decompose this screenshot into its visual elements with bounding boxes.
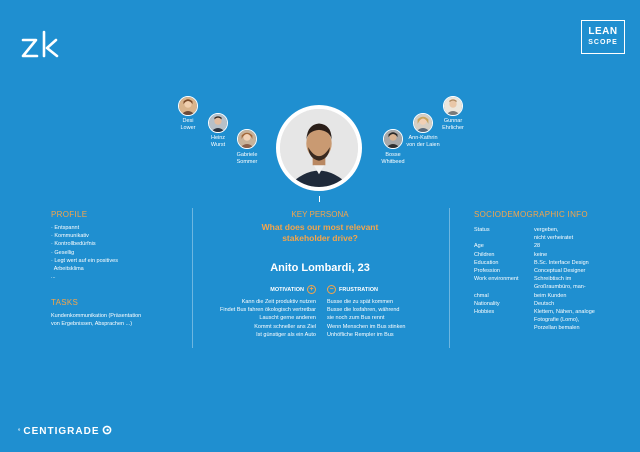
frustration-item: sie noch zum Bus rennt bbox=[327, 315, 385, 322]
frustration-heading bbox=[327, 285, 417, 294]
socio-row bbox=[474, 267, 614, 275]
key-persona-question bbox=[220, 222, 420, 244]
tasks-text-line: von Ergebnissen, Absprachen ...) bbox=[51, 321, 133, 328]
stakeholder-name-desi-text: Desi Lower bbox=[180, 118, 196, 131]
socio-heading: SOCIODEMOGRAPHIC INFO bbox=[474, 210, 588, 219]
motivation-heading bbox=[240, 285, 316, 294]
socio-table bbox=[474, 226, 614, 333]
socio-key: Hobbies bbox=[474, 309, 495, 316]
centigrade-logo-text: CENTIGRADE bbox=[23, 426, 100, 437]
socio-key: Nationality bbox=[474, 300, 500, 307]
stakeholder-avatar-heinz[interactable] bbox=[208, 113, 228, 133]
socio-value: Conceptual Designer bbox=[534, 268, 586, 275]
stakeholder-name-heinz bbox=[193, 135, 243, 149]
profile-list bbox=[51, 224, 181, 281]
socio-value: Deutsch bbox=[534, 300, 555, 307]
socio-value: Schreibtisch im bbox=[534, 276, 572, 283]
key-persona-question-line: What does our most relevant bbox=[261, 222, 379, 232]
centigrade-swirl-icon bbox=[102, 425, 112, 438]
centigrade-logo bbox=[18, 425, 112, 438]
socio-row bbox=[474, 234, 614, 242]
leanscope-logo-line1: LEAN bbox=[588, 26, 618, 37]
socio-value: Klettern, Nähen, analoge bbox=[534, 309, 595, 316]
socio-row bbox=[474, 251, 614, 259]
socio-value: Porzellan bemalen bbox=[534, 325, 580, 332]
stakeholder-name-bosse-text: Bosse Whitbeed bbox=[381, 152, 405, 165]
socio-row bbox=[474, 324, 614, 332]
stakeholder-name-desi bbox=[163, 118, 213, 132]
stakeholder-name-heinz-text: Heinz Wurst bbox=[210, 135, 226, 148]
minus-icon: − bbox=[327, 285, 336, 294]
stakeholder-name-gabriele bbox=[222, 152, 272, 166]
frustration-heading-text: FRUSTRATION bbox=[339, 286, 379, 293]
persona-connector-line bbox=[319, 196, 320, 202]
motivation-list bbox=[196, 298, 316, 339]
socio-row bbox=[474, 308, 614, 316]
frustration-item: Unhöfliche Rempler im Bus bbox=[327, 331, 394, 338]
socio-key bbox=[474, 283, 534, 291]
motivation-item: Kann die Zeit produktiv nutzen bbox=[241, 299, 316, 305]
socio-row bbox=[474, 259, 614, 267]
profile-heading: PROFILE bbox=[51, 210, 88, 219]
stakeholder-name-gunnar bbox=[428, 118, 478, 132]
zk-logo bbox=[20, 30, 70, 62]
socio-key: Education bbox=[474, 259, 499, 266]
stakeholder-name-gabriele-text: Gabriele Sommer bbox=[236, 152, 258, 165]
stakeholder-avatar-desi[interactable] bbox=[178, 96, 198, 116]
socio-row bbox=[474, 275, 614, 283]
socio-key: Status bbox=[474, 227, 490, 233]
socio-value: Großraumbüro, man- bbox=[534, 284, 586, 291]
profile-item: · Entspannt bbox=[51, 225, 80, 231]
socio-value: Fotografie (Lomo), bbox=[534, 317, 580, 324]
profile-item: · Legt wert auf ein positives bbox=[51, 257, 118, 264]
frustration-item: Busse die zu spät kommen bbox=[327, 299, 394, 305]
plus-icon: + bbox=[307, 285, 316, 294]
profile-item: Arbeitsklima bbox=[51, 266, 84, 273]
stakeholder-name-ann-kathrin bbox=[398, 135, 448, 149]
frustration-item: Wenn Menschen im Bus stinken bbox=[327, 323, 406, 330]
socio-value: 28 bbox=[534, 243, 541, 250]
motivation-item: Findet Bus fahren ökologisch vertretbar bbox=[220, 307, 316, 314]
profile-item: · Gesellig bbox=[51, 249, 75, 256]
tasks-heading: TASKS bbox=[51, 298, 79, 307]
socio-row bbox=[474, 226, 614, 234]
motivation-item: Kommt schneller ans Ziel bbox=[254, 323, 316, 330]
motivation-item: Ist günstiger als ein Auto bbox=[256, 331, 316, 338]
centigrade-dot-icon: ° bbox=[18, 428, 22, 435]
frustration-list bbox=[327, 298, 447, 339]
stakeholder-avatar-gunnar[interactable] bbox=[443, 96, 463, 116]
stakeholder-name-ann-kathrin-text: Ann-Kathrin von der Laien bbox=[406, 135, 440, 148]
socio-key bbox=[474, 324, 534, 332]
motivation-item: Lauscht gerne anderen bbox=[259, 315, 316, 322]
socio-value: keine bbox=[534, 251, 548, 258]
profile-item: · Kontrollbedürfnis bbox=[51, 241, 96, 248]
socio-value: nicht verheiratet bbox=[534, 235, 574, 242]
stakeholder-avatar-gabriele[interactable] bbox=[237, 129, 257, 149]
divider-right bbox=[449, 208, 450, 348]
socio-key: Age bbox=[474, 243, 484, 250]
socio-row bbox=[474, 242, 614, 250]
socio-key: Children bbox=[474, 251, 495, 258]
profile-item: · Kommunikativ bbox=[51, 233, 89, 240]
stakeholder-name-bosse bbox=[368, 152, 418, 166]
persona-photo bbox=[276, 105, 362, 191]
tasks-text-line: Kundenkommunikation (Präsentation bbox=[51, 313, 142, 319]
socio-value: beim Kunden bbox=[534, 292, 567, 299]
persona-name: Anito Lombardi, 23 bbox=[270, 262, 370, 274]
socio-value: B.Sc. Interface Design bbox=[534, 259, 589, 266]
socio-row bbox=[474, 300, 614, 308]
socio-key: Work environment bbox=[474, 276, 519, 283]
tasks-text bbox=[51, 312, 191, 328]
divider-left bbox=[192, 208, 193, 348]
socio-key bbox=[474, 234, 534, 242]
profile-item: ... bbox=[51, 274, 56, 281]
stakeholder-name-gunnar-text: Gunnar Ehrlicher bbox=[442, 118, 464, 131]
key-persona-question-line: stakeholder drive? bbox=[282, 233, 358, 243]
socio-key: chmal bbox=[474, 292, 489, 299]
key-persona-label: KEY PERSONA bbox=[291, 210, 349, 219]
socio-row bbox=[474, 316, 614, 324]
motivation-heading-text: MOTIVATION bbox=[270, 286, 304, 293]
leanscope-logo-line2: SCOPE bbox=[588, 39, 618, 46]
leanscope-logo bbox=[581, 20, 625, 54]
socio-row bbox=[474, 292, 614, 300]
socio-key: Profession bbox=[474, 268, 500, 275]
frustration-item: Busse die losfahren, während bbox=[327, 307, 400, 314]
socio-key bbox=[474, 316, 534, 324]
socio-value: vergeben, bbox=[534, 227, 559, 233]
socio-row bbox=[474, 283, 614, 291]
